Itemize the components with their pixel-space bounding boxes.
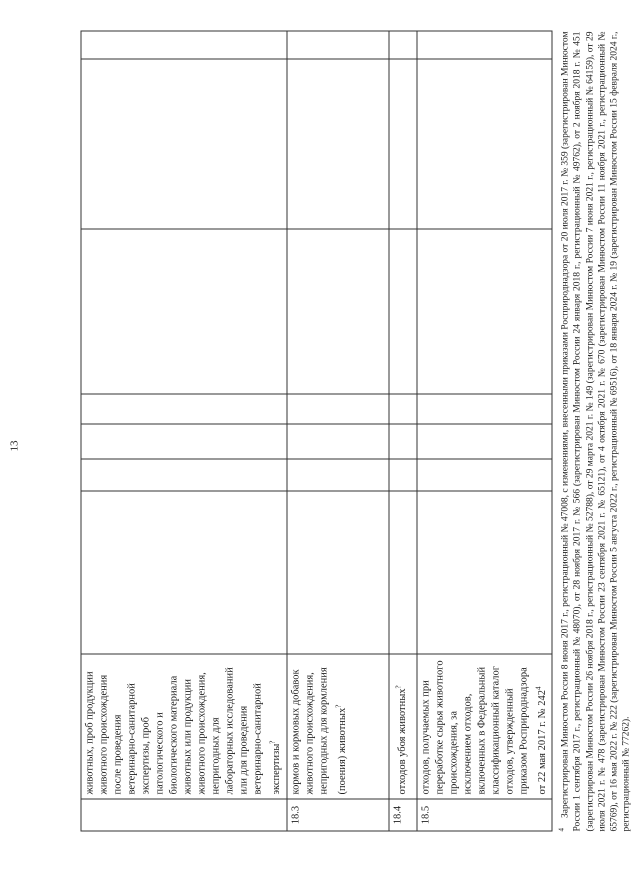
footnote: [555, 31, 632, 831]
row-number: 18.4: [388, 799, 416, 831]
table-row: [81, 31, 287, 831]
row-number: [81, 799, 287, 831]
footnote-text: Зарегистрирован Минюстом России 8 июня 2017 г., регистрационный № 47008, с изменениями, внесенными приказами Росприроднадзора от 20 июля 2017 г. № 359 (зарегистрирован Минюстом России 1 сентября 2017 г., регистрационный № 48070), от 28 ноября 2017 г. № 566 (зарегистрирован Минюстом России 24 января 2018 г., регистрационный № 49762), от 2 ноября 2018 г. № 451 (зарегистрирован Минюстом России 26 ноября 2018 г., регистрационный № 52788), от 29 марта 2021 г. № 149 (зарегистрирован Минюстом России 7 июня 2021 г., регистрационный № 64159), от 29 июля 2021 г. № 478 (зарегистрирован Минюстом России 23 сентября 2021 г. № 65121), от 4 октября 2021 г. № 670 (зарегистрирован Минюстом России 11 ноября 2021 г., регистрационный № 65769), от 16 мая 2022 г. № 222 (зарегистрирован Минюстом России 5 августа 2022 г., регистрационный № 69516), от 18 января 2024 г. № 19 (зарегистрирован Минюстом России 15 февраля 2024 г., регистрационный № 77262).: [560, 31, 632, 831]
row-description: животных, проб продукции животного происхождения после проведения ветеринарно-санитарной экспертизы, проб патологического и биологического материала животных или продукции животного происхождения, непригодных для лабораторных исследований или для проведения ветеринарно-санитарной экспертизы?: [81, 654, 287, 799]
table-row: [286, 31, 388, 831]
page-number: 13: [8, 440, 20, 451]
table-row: [388, 31, 416, 831]
table-row: [416, 31, 552, 831]
row-number: 18.5: [416, 799, 552, 831]
row-description: отходов убоя животных?: [388, 654, 416, 799]
footnote-mark: 4: [557, 827, 565, 831]
row-number: 18.3: [286, 799, 388, 831]
row-description: кормов и кормовых добавок животного происхождения, непригодных для кормления (поения) животных?: [286, 654, 388, 799]
waste-table: [80, 30, 552, 831]
row-description: отходов, получаемых при переработке сырья животного происхождения, за исключением отходов, включенных в Федеральный классификационный каталог отходов, утвержденный приказом Росприроднадзора от 22 мая 2017 г. № $242^4$: [416, 654, 552, 799]
